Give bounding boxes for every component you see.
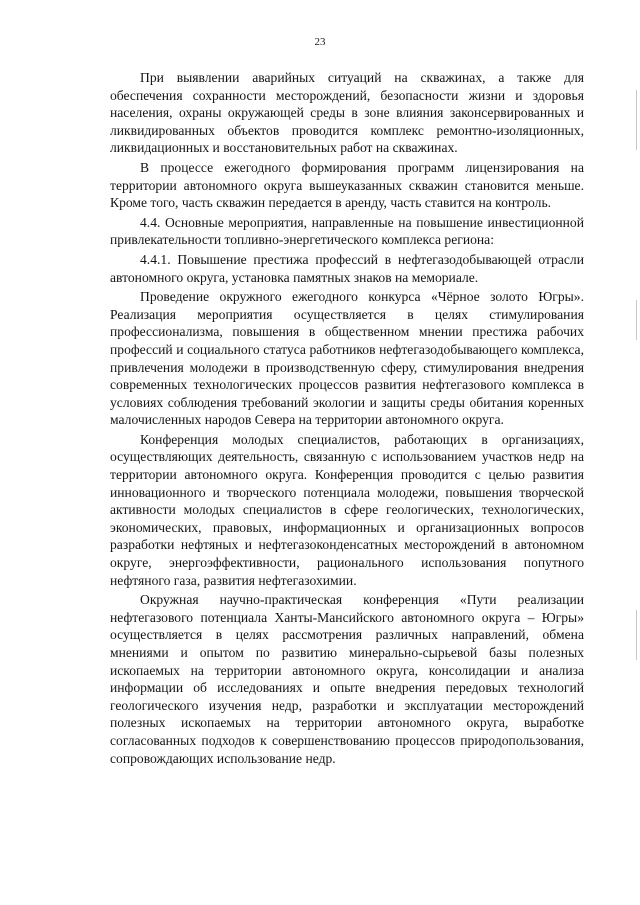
document-body — [110, 69, 584, 767]
paragraph-scientific-conference: Окружная научно-практическая конференция «Пути реализации нефтегазового потенциала Ханты-Мансийского автономного округа – Югры» осуществляется в целях рассмотрения различных направлений, обмена мнениями и опытом по развитию минерально-сырьевой базы полезных ископаемых на территории автономного округа, консолидации и анализа информации об исследованиях и опыте внедрения передовых технологий геологического изучения недр, разработки и эксплуатации месторождений полезных ископаемых на территории автономного округа, выработке согласованных подходов к совершенствованию процессов природопользования, сопровождающих использование недр. — [110, 592, 584, 766]
paragraph-young-specialists-conference: Конференция молодых специалистов, работающих в организациях, осуществляющих деятельность, связанную с использованием участков недр на территории автономного округа. Конференция проводится с целью развития инновационного и творческого потенциала молодежи, повышения творческой активности молодых специалистов в сфере геологических, технологических, экономических, правовых, информационных и организационных вопросов разработки нефтяных и нефтегазоконденсатных месторождений в автономном округе, энергоэффективности, рационального использования попутного нефтяного газа, развития нефтегазохимии. — [110, 431, 584, 588]
paragraph-black-gold-contest: Проведение окружного ежегодного конкурса «Чёрное золото Югры». Реализация мероприятия осуществляется в целях стимулирования профессионализма, повышения в общественном мнении престижа рабочих профессий и социального статуса работников нефтегазодобывающего комплекса, привлечения молодежи в производственную сферу, стимулирования внедрения современных технологических процессов развития нефтегазового комплекса в условиях соблюдения требований экологии и защиты среды обитания коренных малочисленных народов Севера на территории автономного округа. — [110, 289, 584, 428]
paragraph-emergency-wells: При выявлении аварийных ситуаций на скважинах, а также для обеспечения сохранности месторождений, безопасности жизни и здоровья населения, охраны окружающей среды в зоне влияния законсервированных и ликвидированных объектов проводится комплекс ремонтно-изоляционных, ликвидационных и восстановительных работ на скважинах. — [110, 70, 584, 156]
paragraph-section-4-4-1: 4.4.1. Повышение престижа профессий в нефтегазодобывающей отрасли автономного округа, установка памятных знаков на мемориале. — [110, 251, 584, 285]
page-number: 23 — [314, 36, 326, 48]
scan-edge-mark — [636, 610, 637, 660]
scan-edge-mark — [636, 90, 637, 150]
paragraph-section-4-4: 4.4. Основные мероприятия, направленные на повышение инвестиционной привлекательности топливно-энергетического комплекса региона: — [110, 214, 584, 248]
scan-edge-mark — [636, 300, 637, 340]
paragraph-licensing-programs: В процессе ежегодного формирования программ лицензирования на территории автономного округа вышеуказанных скважин становится меньше. Кроме того, часть скважин передается в аренду, часть ставится на контроль. — [110, 159, 584, 211]
